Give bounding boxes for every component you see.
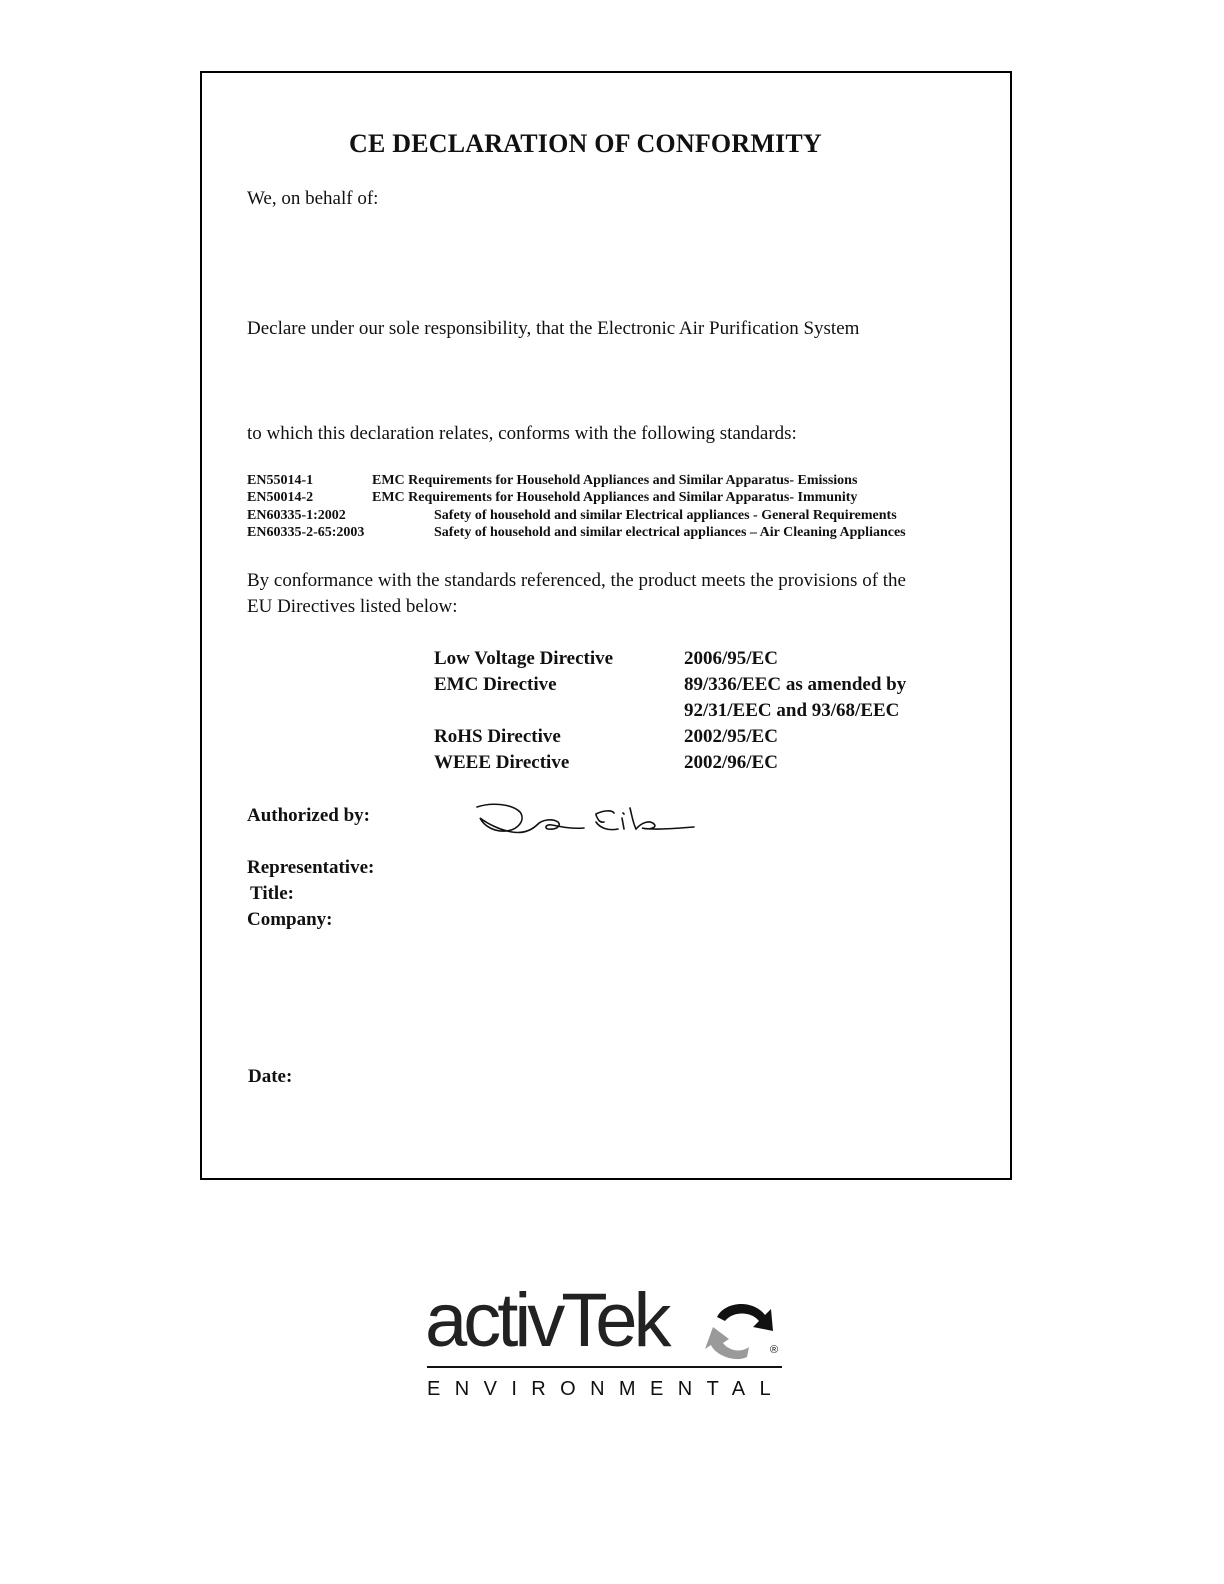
declare-text: Declare under our sole responsibility, that the Electronic Air Purification System — [247, 318, 860, 339]
document-title: CE DECLARATION OF CONFORMITY — [349, 129, 822, 158]
directive-value: 2002/96/EC — [684, 752, 778, 773]
declaration-frame — [200, 71, 1012, 1180]
on-behalf-text: We, on behalf of: — [247, 188, 379, 209]
directive-value-continued: 92/31/EEC and 93/68/EEC — [684, 700, 900, 721]
relates-text: to which this declaration relates, conforms with the following standards: — [247, 423, 797, 444]
conformance-text-line1: By conformance with the standards referenced, the product meets the provisions of the — [247, 570, 906, 591]
standard-code: EN60335-2-65:2003 — [247, 525, 365, 540]
directive-name: WEEE Directive — [434, 752, 570, 773]
standard-description: Safety of household and similar electrical appliances – Air Cleaning Appliances — [434, 525, 906, 540]
date-label: Date: — [248, 1066, 293, 1087]
standard-code: EN55014-1 — [247, 473, 314, 488]
logo-tagline: ENVIRONMENTAL — [427, 1378, 785, 1400]
representative-label: Representative: — [247, 857, 375, 878]
conformance-text-line2: EU Directives listed below: — [247, 596, 458, 617]
directive-value: 2002/95/EC — [684, 726, 778, 747]
directive-value: 89/336/EEC as amended by — [684, 674, 907, 695]
standard-description: EMC Requirements for Household Appliances and Similar Apparatus- Immunity — [372, 490, 858, 505]
registered-mark: ® — [770, 1344, 779, 1356]
directive-name: Low Voltage Directive — [434, 648, 614, 669]
directive-name: RoHS Directive — [434, 726, 561, 747]
title-label: Title: — [250, 883, 294, 904]
logo-divider — [427, 1366, 782, 1368]
standard-code: EN50014-2 — [247, 490, 314, 505]
logo-wordmark: activTek — [425, 1278, 668, 1363]
standard-code: EN60335-1:2002 — [247, 508, 346, 523]
standard-description: EMC Requirements for Household Appliances and Similar Apparatus- Emissions — [372, 473, 858, 488]
standard-description: Safety of household and similar Electrical appliances - General Requirements — [434, 508, 897, 523]
authorized-by-label: Authorized by: — [247, 805, 370, 826]
recycle-arrows-icon — [701, 1297, 781, 1362]
directive-name: EMC Directive — [434, 674, 557, 695]
signature-image — [472, 798, 702, 843]
directive-value: 2006/95/EC — [684, 648, 778, 669]
company-label: Company: — [247, 909, 333, 930]
